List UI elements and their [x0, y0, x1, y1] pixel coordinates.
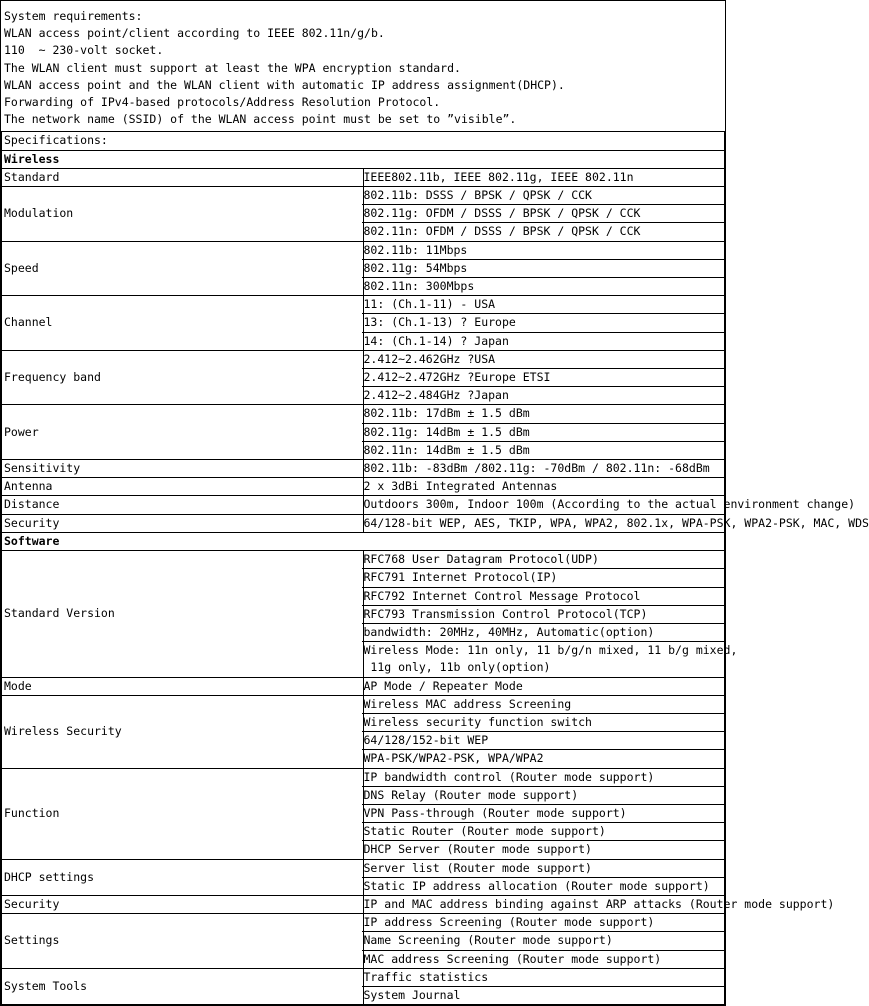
row-value: Wireless security function switch	[362, 714, 727, 732]
row-label: Frequency band	[2, 350, 364, 405]
row-value: 802.11n: 14dBm ± 1.5 dBm	[363, 442, 530, 457]
row-values	[363, 551, 738, 677]
row-value: RFC793 Transmission Control Protocol(TCP)	[362, 606, 727, 624]
row-value: bandwidth: 20MHz, 40MHz, Automatic(option)	[362, 624, 727, 642]
row-label: Channel	[2, 296, 364, 351]
table-row	[2, 859, 725, 895]
table-row	[2, 296, 725, 351]
row-value: 802.11b: 17dBm ± 1.5 dBm	[362, 405, 727, 423]
section-header: Software	[2, 532, 725, 550]
specifications-title-row	[2, 132, 725, 150]
table-row	[2, 914, 725, 969]
row-value: 802.11n: OFDM / DSSS / BPSK / QPSK / CCK	[363, 224, 641, 239]
row-values	[363, 350, 725, 405]
row-label: Security	[2, 514, 364, 532]
row-values	[363, 496, 856, 514]
row-value: Traffic statistics	[362, 969, 727, 987]
row-values	[363, 677, 725, 695]
row-value: 14: (Ch.1-14) ? Japan	[363, 333, 509, 348]
table-row	[2, 460, 725, 478]
row-label: Modulation	[2, 187, 364, 242]
row-label: Function	[2, 768, 364, 859]
row-value: 2 x 3dBi Integrated Antennas	[363, 479, 558, 494]
requirement-line: WLAN access point/client according to IEEE 802.11n/g/b.	[4, 26, 385, 41]
row-label: Distance	[2, 496, 364, 514]
row-value: VPN Pass-through (Router mode support)	[362, 805, 727, 823]
requirement-line: WLAN access point and the WLAN client with automatic IP address assignment(DHCP).	[4, 77, 565, 92]
row-value: IP and MAC address binding against ARP attacks (Router mode support)	[363, 896, 835, 911]
row-values	[363, 859, 725, 895]
row-value: 802.11n: 300Mbps	[363, 279, 475, 294]
row-value: IP address Screening (Router mode support)	[362, 914, 727, 932]
table-row	[2, 496, 725, 514]
section-header-row	[2, 150, 725, 168]
row-values	[363, 187, 725, 242]
system-requirements	[1, 1, 725, 132]
section-header-row	[2, 532, 725, 550]
table-row	[2, 695, 725, 768]
row-value: 2.412~2.484GHz ?Japan	[363, 388, 509, 403]
row-label: Standard	[2, 168, 364, 186]
row-value: System Journal	[363, 987, 461, 1002]
table-row	[2, 551, 725, 677]
table-row	[2, 241, 725, 296]
table-row	[2, 768, 725, 859]
row-value: Static Router (Router mode support)	[362, 823, 727, 841]
requirement-line: The network name (SSID) of the WLAN access point must be set to ”visible”.	[4, 112, 517, 127]
specifications-title: Specifications:	[2, 132, 725, 150]
row-value: RFC768 User Datagram Protocol(UDP)	[362, 551, 727, 569]
table-row	[2, 168, 725, 186]
table-row	[2, 187, 725, 242]
table-row	[2, 968, 725, 1004]
table-row	[2, 478, 725, 496]
row-value: 802.11b: DSSS / BPSK / QPSK / CCK	[362, 187, 727, 205]
requirement-line: Forwarding of IPv4-based protocols/Address Resolution Protocol.	[4, 95, 441, 110]
row-value: Wireless MAC address Screening	[362, 696, 727, 714]
row-label: Security	[2, 895, 364, 913]
row-values	[363, 478, 725, 496]
table-row	[2, 514, 725, 532]
row-value: 13: (Ch.1-13) ? Europe	[362, 314, 727, 332]
row-values	[363, 895, 835, 913]
row-label: System Tools	[2, 968, 364, 1004]
row-value: WPA-PSK/WPA2-PSK, WPA/WPA2	[363, 751, 544, 766]
row-value: AP Mode / Repeater Mode	[363, 678, 523, 693]
row-values	[363, 405, 725, 460]
row-value: Server list (Router mode support)	[362, 860, 727, 878]
row-values	[363, 695, 725, 768]
row-label: Wireless Security	[2, 695, 364, 768]
row-value: 802.11b: -83dBm /802.11g: -70dBm / 802.11n: -68dBm	[363, 461, 710, 476]
row-values	[363, 514, 869, 532]
row-value: 802.11g: 14dBm ± 1.5 dBm	[362, 424, 727, 442]
row-values	[363, 460, 725, 478]
row-value: 802.11g: OFDM / DSSS / BPSK / QPSK / CCK	[362, 205, 727, 223]
row-value: IP bandwidth control (Router mode support)	[362, 769, 727, 787]
table-row	[2, 350, 725, 405]
row-label: Speed	[2, 241, 364, 296]
row-label: Sensitivity	[2, 460, 364, 478]
row-value: RFC792 Internet Control Message Protocol	[362, 588, 727, 606]
row-value: 64/128-bit WEP, AES, TKIP, WPA, WPA2, 802.1x, WPA-PSK, WPA2-PSK, MAC, WDS	[363, 515, 869, 530]
row-value: IEEE802.11b, IEEE 802.11g, IEEE 802.11n	[363, 169, 634, 184]
row-label: Antenna	[2, 478, 364, 496]
row-label: Settings	[2, 914, 364, 969]
row-label: Power	[2, 405, 364, 460]
row-label: DHCP settings	[2, 859, 364, 895]
row-values	[363, 768, 725, 859]
row-values	[363, 296, 725, 351]
table-row	[2, 677, 725, 695]
row-values	[363, 968, 725, 1004]
specifications-table	[1, 132, 869, 1005]
requirements-title: System requirements:	[4, 9, 143, 23]
row-label: Standard Version	[2, 551, 364, 677]
row-value: 802.11b: 11Mbps	[362, 242, 727, 260]
row-value: MAC address Screening (Router mode support)	[363, 951, 662, 966]
row-value: 2.412~2.472GHz ?Europe ETSI	[362, 369, 727, 387]
row-label: Mode	[2, 677, 364, 695]
requirement-line: The WLAN client must support at least the WPA encryption standard.	[4, 60, 461, 75]
table-row	[2, 895, 725, 913]
row-value: 802.11g: 54Mbps	[362, 260, 727, 278]
row-value: Wireless Mode: 11n only, 11 b/g/n mixed, 11 b/g mixed, 11g only, 11b only(option)	[363, 643, 738, 675]
row-values	[363, 914, 725, 969]
table-row	[2, 405, 725, 460]
row-value: Outdoors 300m, Indoor 100m (According to the actual environment change)	[363, 497, 856, 512]
row-value: DHCP Server (Router mode support)	[363, 842, 592, 857]
row-value: Name Screening (Router mode support)	[362, 932, 727, 950]
section-header: Wireless	[2, 150, 725, 168]
row-value: Static IP address allocation (Router mode support)	[363, 878, 710, 893]
row-value: 11: (Ch.1-11) - USA	[362, 296, 727, 314]
specifications-body	[2, 132, 869, 1004]
row-value: RFC791 Internet Protocol(IP)	[362, 569, 727, 587]
requirement-line: 110 ~ 230-volt socket.	[4, 43, 164, 58]
row-value: DNS Relay (Router mode support)	[362, 787, 727, 805]
row-values	[363, 168, 725, 186]
row-value: 64/128/152-bit WEP	[362, 732, 727, 750]
row-value: 2.412~2.462GHz ?USA	[362, 351, 727, 369]
row-values	[363, 241, 725, 296]
